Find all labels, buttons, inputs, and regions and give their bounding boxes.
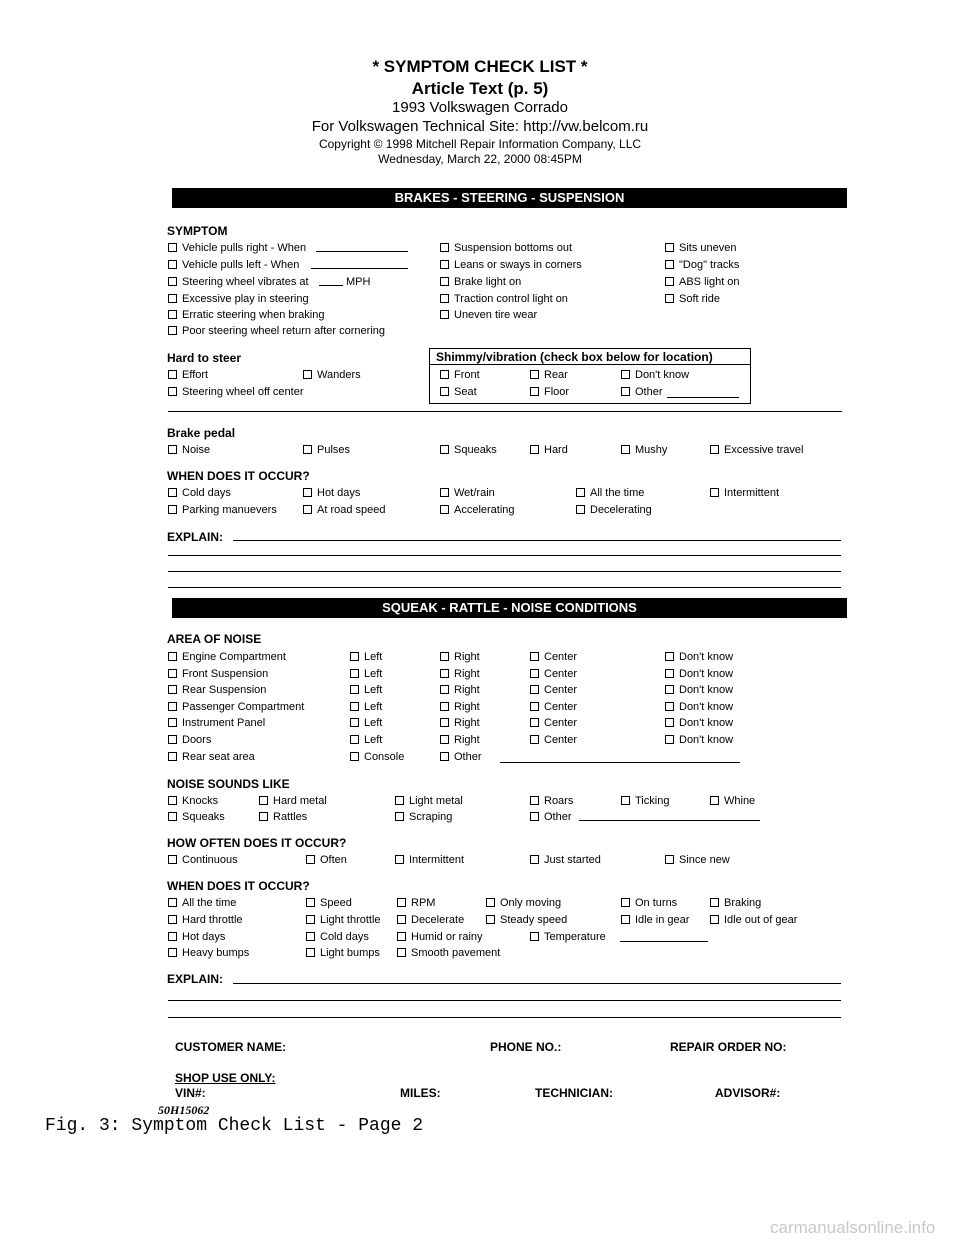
checkbox-item[interactable]: Floor <box>530 385 569 399</box>
explain-line[interactable] <box>233 983 841 984</box>
checkbox[interactable] <box>530 652 539 661</box>
checkbox[interactable] <box>440 652 449 661</box>
technician-label: TECHNICIAN: <box>535 1086 613 1100</box>
checkbox[interactable] <box>395 855 404 864</box>
checkbox-item[interactable]: Leans or sways in corners <box>440 258 582 272</box>
fill-in-line[interactable] <box>579 820 760 821</box>
date-label: Wednesday, March 22, 2000 08:45PM <box>378 152 582 166</box>
miles-label: MILES: <box>400 1086 441 1100</box>
checkbox-item[interactable]: Rear Suspension <box>168 683 266 697</box>
explain-label: EXPLAIN: <box>167 530 224 544</box>
checkbox-item[interactable]: Console <box>350 750 404 764</box>
checkbox[interactable] <box>665 277 674 286</box>
checkbox[interactable] <box>306 855 315 864</box>
checkbox-item[interactable]: Center <box>530 650 577 664</box>
checkbox[interactable] <box>530 702 539 711</box>
checkbox[interactable] <box>486 915 495 924</box>
explain-line[interactable] <box>168 555 841 556</box>
checkbox[interactable] <box>350 702 359 711</box>
checkbox[interactable] <box>168 685 177 694</box>
checkbox[interactable] <box>530 812 539 821</box>
checkbox[interactable] <box>303 505 312 514</box>
checkbox[interactable] <box>168 294 177 303</box>
checkbox-item[interactable]: Decelerating <box>576 503 652 517</box>
checkbox[interactable] <box>440 243 449 252</box>
checkbox[interactable] <box>397 915 406 924</box>
checkbox[interactable] <box>486 898 495 907</box>
checkbox[interactable] <box>168 855 177 864</box>
checkbox-item[interactable]: Right <box>440 733 480 747</box>
checkbox-item[interactable]: Right <box>440 683 480 697</box>
checkbox[interactable] <box>350 752 359 761</box>
explain-line[interactable] <box>168 1000 841 1001</box>
checkbox[interactable] <box>168 718 177 727</box>
checkbox-item[interactable]: Center <box>530 700 577 714</box>
checkbox-item[interactable]: Right <box>440 650 480 664</box>
explain-label: EXPLAIN: <box>167 972 224 986</box>
checkbox[interactable] <box>168 445 177 454</box>
vehicle-label: 1993 Volkswagen Corrado <box>392 99 568 116</box>
checkbox-item[interactable]: Doors <box>168 733 211 747</box>
checkbox[interactable] <box>710 445 719 454</box>
fill-in-line[interactable] <box>620 941 708 942</box>
checkbox[interactable] <box>440 669 449 678</box>
checkbox-item[interactable]: Hot days <box>168 930 225 944</box>
fill-in-line[interactable] <box>316 251 408 252</box>
checkbox-item[interactable]: Light throttle <box>306 913 381 927</box>
checkbox-item[interactable]: Roars <box>530 794 573 808</box>
checkbox-item[interactable]: Since new <box>665 853 730 867</box>
phone-label: PHONE NO.: <box>490 1040 562 1054</box>
checkbox-item[interactable]: All the time <box>168 896 236 910</box>
checkbox[interactable] <box>440 310 449 319</box>
checkbox[interactable] <box>350 718 359 727</box>
checkbox[interactable] <box>306 915 315 924</box>
checkbox-item[interactable]: Excessive play in steering <box>168 292 309 306</box>
checkbox[interactable] <box>350 735 359 744</box>
checkbox[interactable] <box>306 932 315 941</box>
checkbox-item[interactable]: Hard throttle <box>168 913 243 927</box>
checkbox-item[interactable]: On turns <box>621 896 677 910</box>
checkbox-item[interactable]: Cold days <box>168 486 231 500</box>
checkbox-item[interactable]: Don't know <box>665 667 733 681</box>
shop-use-label: SHOP USE ONLY: <box>175 1071 276 1085</box>
checkbox[interactable] <box>440 488 449 497</box>
checkbox-item[interactable]: Center <box>530 733 577 747</box>
fill-in-line[interactable] <box>500 762 740 763</box>
figure-code: 50H15062 <box>158 1103 210 1117</box>
checkbox-item[interactable]: Instrument Panel <box>168 716 265 730</box>
checkbox[interactable] <box>168 243 177 252</box>
checkbox-item[interactable]: Light metal <box>395 794 463 808</box>
checkbox-item[interactable]: "Dog" tracks <box>665 258 739 272</box>
checkbox[interactable] <box>665 855 674 864</box>
checkbox[interactable] <box>576 505 585 514</box>
checkbox[interactable] <box>710 796 719 805</box>
checkbox-item[interactable]: Temperature <box>530 930 606 944</box>
checkbox-item[interactable]: Other <box>530 810 572 824</box>
checkbox-item[interactable]: Uneven tire wear <box>440 308 537 322</box>
checkbox[interactable] <box>395 796 404 805</box>
checkbox[interactable] <box>168 796 177 805</box>
checkbox-item[interactable]: Whine <box>710 794 755 808</box>
checkbox-item[interactable]: Vehicle pulls right - When <box>168 241 306 255</box>
checkbox[interactable] <box>665 669 674 678</box>
checkbox[interactable] <box>168 488 177 497</box>
customer-name-label: CUSTOMER NAME: <box>175 1040 287 1054</box>
checkbox-item[interactable]: Steady speed <box>486 913 567 927</box>
checkbox-item[interactable]: Accelerating <box>440 503 515 517</box>
checkbox-item[interactable]: Cold days <box>306 930 369 944</box>
checkbox[interactable] <box>168 752 177 761</box>
checkbox[interactable] <box>350 669 359 678</box>
explain-line[interactable] <box>168 571 841 572</box>
checkbox[interactable] <box>259 812 268 821</box>
checkbox-item[interactable]: Light bumps <box>306 946 380 960</box>
checkbox-item[interactable]: Idle in gear <box>621 913 689 927</box>
checkbox-item[interactable]: Don't know <box>665 650 733 664</box>
checkbox-item[interactable]: Right <box>440 667 480 681</box>
checkbox[interactable] <box>710 488 719 497</box>
checkbox[interactable] <box>440 702 449 711</box>
checkbox-item[interactable]: Idle out of gear <box>710 913 797 927</box>
checkbox[interactable] <box>397 948 406 957</box>
checkbox-item[interactable]: Rear <box>530 368 568 382</box>
checkbox-item[interactable]: Left <box>350 733 382 747</box>
checkbox[interactable] <box>621 796 630 805</box>
checkbox[interactable] <box>397 898 406 907</box>
checkbox[interactable] <box>440 387 449 396</box>
checkbox[interactable] <box>303 488 312 497</box>
checkbox-item[interactable]: Excessive travel <box>710 443 803 457</box>
checkbox-item[interactable]: Soft ride <box>665 292 720 306</box>
checkbox[interactable] <box>168 812 177 821</box>
checkbox[interactable] <box>168 669 177 678</box>
checkbox-item[interactable]: Other <box>621 385 663 399</box>
checkbox-item[interactable]: ABS light on <box>665 275 740 289</box>
brake-pedal-heading: Brake pedal <box>167 426 236 440</box>
explain-line[interactable] <box>168 1017 841 1018</box>
checkbox-item[interactable]: Hard <box>530 443 568 457</box>
checkbox-item[interactable]: Center <box>530 667 577 681</box>
checkbox[interactable] <box>306 948 315 957</box>
brakes-section-band: BRAKES - STEERING - SUSPENSION <box>172 188 847 208</box>
checkbox-item[interactable]: Braking <box>710 896 761 910</box>
checkbox[interactable] <box>350 652 359 661</box>
checkbox[interactable] <box>665 685 674 694</box>
checkbox-item[interactable]: Rattles <box>259 810 307 824</box>
checkbox-item[interactable]: Rear seat area <box>168 750 255 764</box>
checkbox-item[interactable]: All the time <box>576 486 644 500</box>
checkbox[interactable] <box>168 915 177 924</box>
checkbox-item[interactable]: Sits uneven <box>665 241 736 255</box>
checkbox-item[interactable]: Steering wheel off center <box>168 385 303 399</box>
checkbox-item[interactable]: Intermittent <box>395 853 464 867</box>
checkbox-item[interactable]: Left <box>350 700 382 714</box>
area-of-noise-heading: AREA OF NOISE <box>167 632 262 646</box>
checkbox-item[interactable]: Vehicle pulls left - When <box>168 258 299 272</box>
checkbox[interactable] <box>168 277 177 286</box>
article-label: Article Text (p. 5) <box>411 79 549 98</box>
checkbox-item[interactable]: Left <box>350 716 382 730</box>
checkbox-item[interactable]: Wet/rain <box>440 486 495 500</box>
checkbox[interactable] <box>440 370 449 379</box>
checkbox[interactable] <box>168 702 177 711</box>
mph-label: MPH <box>346 276 371 288</box>
checkbox-item[interactable]: Center <box>530 683 577 697</box>
checkbox[interactable] <box>621 915 630 924</box>
checkbox[interactable] <box>440 505 449 514</box>
checkbox-item[interactable]: Don't know <box>621 368 689 382</box>
symptom-heading: SYMPTOM <box>167 224 228 238</box>
checkbox[interactable] <box>306 898 315 907</box>
checkbox-item[interactable]: Noise <box>168 443 210 457</box>
checkbox-item[interactable]: Don't know <box>665 683 733 697</box>
checkbox-item[interactable]: RPM <box>397 896 435 910</box>
checkbox-item[interactable]: Scraping <box>395 810 452 824</box>
checkbox[interactable] <box>665 702 674 711</box>
checkbox[interactable] <box>440 277 449 286</box>
checkbox-item[interactable]: Often <box>306 853 347 867</box>
checkbox-item[interactable]: Passenger Compartment <box>168 700 304 714</box>
checkbox[interactable] <box>303 370 312 379</box>
checkbox-item[interactable]: At road speed <box>303 503 386 517</box>
checkbox[interactable] <box>440 294 449 303</box>
checkbox[interactable] <box>621 387 630 396</box>
checkbox-item[interactable]: Squeaks <box>168 810 225 824</box>
checkbox-item[interactable]: Right <box>440 716 480 730</box>
checkbox-item[interactable]: Intermittent <box>710 486 779 500</box>
checkbox[interactable] <box>440 752 449 761</box>
checkbox[interactable] <box>168 326 177 335</box>
checkbox[interactable] <box>168 310 177 319</box>
checkbox[interactable] <box>530 445 539 454</box>
checkbox[interactable] <box>397 932 406 941</box>
checkbox[interactable] <box>530 796 539 805</box>
checkbox[interactable] <box>168 505 177 514</box>
checkbox[interactable] <box>530 387 539 396</box>
checkbox[interactable] <box>395 812 404 821</box>
checkbox-item[interactable]: Don't know <box>665 733 733 747</box>
checkbox[interactable] <box>530 669 539 678</box>
shimmy-heading: Shimmy/vibration (check box below for location) <box>436 350 713 364</box>
checkbox[interactable] <box>665 652 674 661</box>
checkbox-item[interactable]: Suspension bottoms out <box>440 241 572 255</box>
checkbox-item[interactable]: Erratic steering when braking <box>168 308 324 322</box>
checkbox-item[interactable]: Wanders <box>303 368 361 382</box>
checkbox[interactable] <box>168 948 177 957</box>
checkbox-item[interactable]: Just started <box>530 853 601 867</box>
checkbox-item[interactable]: Pulses <box>303 443 350 457</box>
checkbox-item[interactable]: Heavy bumps <box>168 946 249 960</box>
sounds-like-heading: NOISE SOUNDS LIKE <box>167 777 290 791</box>
noise-when-heading: WHEN DOES IT OCCUR? <box>167 879 310 893</box>
checkbox[interactable] <box>168 898 177 907</box>
watermark: carmanualsonline.info <box>770 1218 936 1237</box>
checkbox[interactable] <box>168 652 177 661</box>
checkbox-item[interactable]: Decelerate <box>397 913 464 927</box>
checkbox-item[interactable]: Don't know <box>665 700 733 714</box>
checkbox-item[interactable]: Brake light on <box>440 275 521 289</box>
checkbox-item[interactable]: Steering wheel vibrates at <box>168 275 309 289</box>
section-divider <box>168 411 842 412</box>
checkbox[interactable] <box>530 685 539 694</box>
checkbox[interactable] <box>168 932 177 941</box>
figure-caption: Fig. 3: Symptom Check List - Page 2 <box>45 1116 424 1136</box>
checkbox[interactable] <box>665 243 674 252</box>
when-occur-heading: WHEN DOES IT OCCUR? <box>167 469 310 483</box>
checkbox-item[interactable]: Seat <box>440 385 477 399</box>
copyright-label: Copyright © 1998 Mitchell Repair Information Company, LLC <box>318 137 642 151</box>
fill-in-line[interactable] <box>311 268 408 269</box>
checkbox[interactable] <box>303 445 312 454</box>
checkbox-item[interactable]: Poor steering wheel return after cornering <box>168 324 385 338</box>
checkbox-item[interactable]: Effort <box>168 368 208 382</box>
checkbox[interactable] <box>665 735 674 744</box>
checkbox-item[interactable]: Left <box>350 667 382 681</box>
checkbox[interactable] <box>168 260 177 269</box>
checkbox-item[interactable]: Only moving <box>486 896 561 910</box>
checkbox[interactable] <box>440 718 449 727</box>
document-title: * SYMPTOM CHECK LIST * <box>372 57 588 76</box>
vin-label: VIN#: <box>175 1086 206 1100</box>
checkbox-item[interactable]: Squeaks <box>440 443 497 457</box>
checkbox-item[interactable]: Other <box>440 750 482 764</box>
checkbox-item[interactable]: Left <box>350 683 382 697</box>
advisor-label: ADVISOR#: <box>715 1086 781 1100</box>
checkbox[interactable] <box>259 796 268 805</box>
checkbox[interactable] <box>440 685 449 694</box>
hard-to-steer-heading: Hard to steer <box>167 351 242 365</box>
checkbox[interactable] <box>530 718 539 727</box>
explain-line[interactable] <box>168 587 841 588</box>
checkbox-item[interactable]: Knocks <box>168 794 218 808</box>
checkbox[interactable] <box>168 387 177 396</box>
noise-section-band: SQUEAK - RATTLE - NOISE CONDITIONS <box>172 598 847 618</box>
checkbox[interactable] <box>530 932 539 941</box>
fill-in-line[interactable] <box>667 397 739 398</box>
checkbox[interactable] <box>440 445 449 454</box>
checkbox-item[interactable]: Smooth pavement <box>397 946 500 960</box>
checkbox[interactable] <box>530 370 539 379</box>
checkbox-item[interactable]: Traction control light on <box>440 292 568 306</box>
divider <box>429 364 751 365</box>
checkbox-item[interactable]: Front <box>440 368 480 382</box>
checkbox[interactable] <box>168 735 177 744</box>
checkbox[interactable] <box>576 488 585 497</box>
checkbox[interactable] <box>710 898 719 907</box>
checkbox[interactable] <box>168 370 177 379</box>
fill-in-line[interactable] <box>319 285 343 286</box>
checkbox-item[interactable]: Don't know <box>665 716 733 730</box>
checkbox-item[interactable]: Hard metal <box>259 794 327 808</box>
checkbox[interactable] <box>665 294 674 303</box>
checkbox[interactable] <box>440 260 449 269</box>
checkbox-item[interactable]: Center <box>530 716 577 730</box>
checkbox[interactable] <box>530 855 539 864</box>
checkbox[interactable] <box>440 735 449 744</box>
checkbox[interactable] <box>665 718 674 727</box>
checkbox-item[interactable]: Speed <box>306 896 352 910</box>
checkbox[interactable] <box>530 735 539 744</box>
checkbox-item[interactable]: Front Suspension <box>168 667 268 681</box>
checkbox-item[interactable]: Ticking <box>621 794 669 808</box>
checkbox-item[interactable]: Humid or rainy <box>397 930 483 944</box>
how-often-heading: HOW OFTEN DOES IT OCCUR? <box>167 836 347 850</box>
checkbox-item[interactable]: Hot days <box>303 486 360 500</box>
checkbox[interactable] <box>621 445 630 454</box>
checkbox-item[interactable]: Continuous <box>168 853 238 867</box>
checkbox-item[interactable]: Parking manuevers <box>168 503 277 517</box>
checkbox[interactable] <box>621 370 630 379</box>
checkbox[interactable] <box>621 898 630 907</box>
explain-line[interactable] <box>233 540 841 541</box>
checkbox[interactable] <box>665 260 674 269</box>
checkbox-item[interactable]: Left <box>350 650 382 664</box>
site-label: For Volkswagen Technical Site: http://vw.belcom.ru <box>311 118 649 135</box>
checkbox-item[interactable]: Mushy <box>621 443 667 457</box>
checkbox[interactable] <box>350 685 359 694</box>
checkbox[interactable] <box>710 915 719 924</box>
repair-order-label: REPAIR ORDER NO: <box>670 1040 787 1054</box>
checkbox-item[interactable]: Right <box>440 700 480 714</box>
checkbox-item[interactable]: Engine Compartment <box>168 650 286 664</box>
